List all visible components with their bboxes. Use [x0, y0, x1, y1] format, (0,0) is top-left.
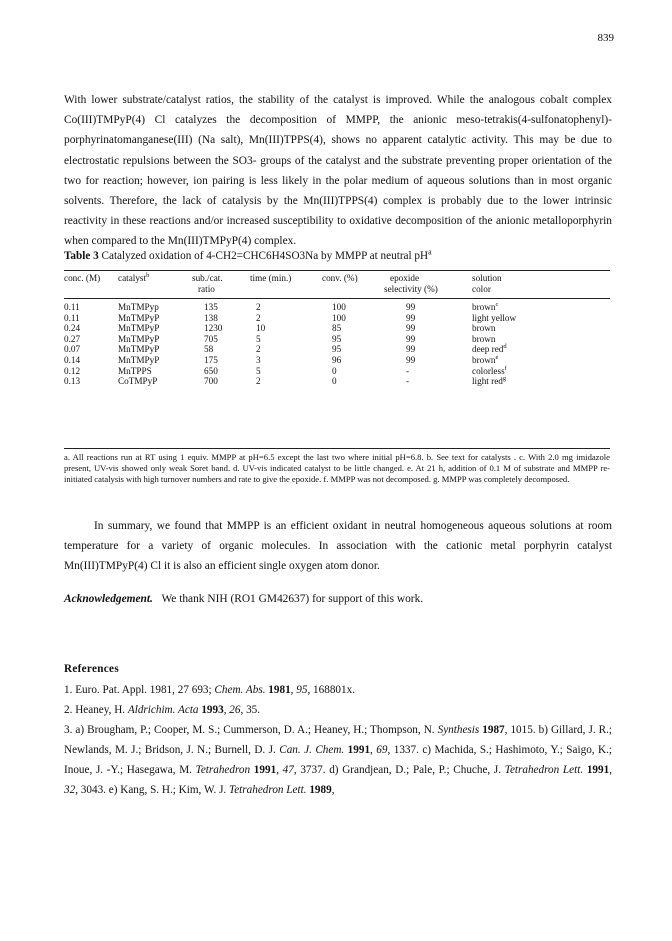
row-footnote-mark: g: [502, 375, 507, 383]
cell-selectivity: 99: [406, 333, 416, 344]
header-catalyst: catalyst$^b$: [118, 271, 150, 283]
summary-paragraph: In summary, we found that MMPP is an efficient oxidant in neutral homogeneous aqueous solutions at room temperature for a variety of organic molecules. In association with the cationic metal porphyrin catalyst Mn(III)TMPyP(4) Cl it is also an efficient single oxygen atom donor.: [64, 520, 612, 573]
cell-conv: 85: [332, 323, 342, 334]
table-header: [64, 273, 610, 294]
cell-time: 10: [256, 323, 266, 334]
row-footnote-mark: c: [495, 300, 499, 308]
cell-conc: 0.27: [64, 333, 81, 344]
cell-conc: 0.12: [64, 365, 81, 376]
table-body: [64, 302, 610, 387]
header-solution: solution: [472, 273, 502, 283]
page-number: 839: [597, 32, 614, 44]
header-ratio-2: ratio: [198, 283, 215, 294]
cell-selectivity: 99: [406, 344, 416, 355]
cell-catalyst: MnTMPyP: [118, 323, 160, 334]
cell-conc: 0.07: [64, 344, 81, 355]
header-time: time (min.): [250, 273, 292, 283]
header-ratio: sub./cat.: [192, 273, 223, 283]
cell-ratio: 650: [204, 365, 218, 376]
cell-catalyst: MnTMPyP: [118, 333, 160, 344]
color-text: colorless: [472, 365, 505, 376]
cell-selectivity: 99: [406, 354, 416, 365]
reference-2: 2. Heaney, H. Aldrichim. Acta 1993, 26, 35.: [64, 704, 261, 716]
cell-conc: 0.13: [64, 376, 81, 387]
table-row: [64, 376, 610, 387]
cell-catalyst: MnTMPyP: [118, 312, 160, 323]
cell-conc: 0.11: [64, 302, 80, 312]
references-list: [64, 680, 612, 800]
cell-color: [472, 313, 516, 324]
cell-color: [472, 366, 507, 377]
cell-ratio: 58: [204, 344, 214, 355]
cell-time: 2: [256, 344, 261, 355]
cell-conv: 100: [332, 302, 346, 312]
cell-time: 2: [256, 302, 261, 312]
cell-catalyst: MnTPPS: [118, 365, 152, 376]
color-text: brown: [472, 302, 496, 312]
row-footnote-mark: f: [504, 364, 507, 372]
row-footnote-mark: e: [495, 353, 499, 361]
cell-conv: 95: [332, 333, 342, 344]
cell-catalyst: MnTMPyP: [118, 354, 160, 365]
color-text: brown: [472, 333, 496, 344]
cell-time: 2: [256, 376, 261, 387]
cell-conc: 0.11: [64, 312, 80, 323]
header-conc: conc. (M): [64, 273, 101, 283]
table-row: [64, 344, 610, 355]
color-text: light yellow: [472, 312, 517, 323]
table-row: [64, 355, 610, 366]
body-paragraph: With lower substrate/catalyst ratios, the stability of the catalyst is improved. While the analogous cobalt complex Co(III)TMPyP(4) Cl catalyzes the decomposition of MMPP, the anionic meso-tetrakis(4-sulfonatophenyl)-porphyrinatomanganese(III) (Na salt), Mn(III)TPPS(4), shows no apparent catalytic activity. This may be due to electrostatic repulsions between the SO3- groups of the catalyst and the substrate preventing proper orientation of the two for reaction; however, ion pairing is less likely in the polar medium of aqueous solutions than in most organic solvents. Therefore, the lack of catalysis by the Mn(III)TPPS(4) complex is probably due to the lower intrinsic reactivity in these reactions and/or increased susceptibility to oxidative decomposition of the anionic metalloporphyrin when compared to the Mn(III)TMPyP(4) complex.: [64, 94, 612, 248]
header-conv: conv. (%): [322, 273, 358, 283]
cell-ratio: 700: [204, 376, 218, 387]
color-text: light red: [472, 376, 503, 387]
table-title: Catalyzed oxidation of 4-CH2=CHC6H4SO3Na by MMPP at neutral pH: [101, 250, 429, 262]
table-row: [64, 313, 610, 324]
cell-ratio: 135: [204, 302, 218, 312]
cell-conv: 95: [332, 344, 342, 355]
cell-time: 2: [256, 312, 261, 323]
cell-selectivity: 99: [406, 302, 416, 312]
cell-time: 5: [256, 365, 261, 376]
cell-catalyst: MnTMPyP: [118, 344, 160, 355]
cell-ratio: 138: [204, 312, 218, 323]
cell-conv: 0: [332, 365, 337, 376]
header-selectivity: selectivity (%): [384, 283, 438, 294]
header-epoxide: epoxide: [390, 273, 420, 283]
cell-time: 3: [256, 354, 261, 365]
cell-color: [472, 355, 498, 366]
table-row: [64, 302, 610, 313]
table-footnote: a. All reactions run at RT using 1 equiv. MMPP at pH=6.5 except the last two where initial pH=6.8. b. See text for catalysts . c. With 2.0 mg imidazole present, UV-vis showed only weak Soret band. d. UV-vis indicated catalyst to be little changed. e. At 21 h, addition of 0.1 M of substrate and MMPP re-initiated catalysis with high turnover numbers and rate to give the epoxide. f. MMPP was not decomposed. g. MMPP was completely decomposed.: [64, 452, 610, 484]
table-row: [64, 366, 610, 377]
cell-ratio: 705: [204, 333, 218, 344]
references-heading: References: [64, 663, 119, 675]
ack-text: We thank NIH (RO1 GM42637) for support of this work.: [161, 593, 424, 605]
table-row: [64, 323, 610, 334]
cell-color: [472, 376, 506, 387]
caption-footnote-mark: a: [428, 247, 432, 257]
row-footnote-mark: d: [503, 343, 507, 351]
cell-conv: 96: [332, 354, 342, 365]
cell-conv: 100: [332, 312, 346, 323]
table-bottom-rule: [64, 448, 610, 449]
header-color: color: [472, 283, 491, 294]
color-text: brown: [472, 354, 496, 365]
cell-ratio: 175: [204, 354, 218, 365]
cell-color: [472, 334, 495, 345]
reference-1: 1. Euro. Pat. Appl. 1981, 27 693; Chem. Abs. 1981, 95, 168801x.: [64, 684, 355, 696]
cell-selectivity: -: [406, 365, 410, 376]
cell-ratio: 1230: [204, 323, 223, 334]
cell-color: [472, 323, 495, 334]
table-header-rule: [64, 298, 610, 299]
cell-conc: 0.14: [64, 354, 81, 365]
table-top-rule: [64, 270, 610, 271]
cell-selectivity: 99: [406, 312, 416, 323]
table-caption: [64, 247, 432, 262]
cell-selectivity: 99: [406, 323, 416, 334]
table-row: [64, 334, 610, 345]
reference-3: 3. a) Brougham, P.; Cooper, M. S.; Cummerson, D. A.; Heaney, H.; Thompson, N. Synthesis 1987, 1015. b) Gillard, J. R.; Newlands, M. J.; Bridson, J. N.; Burnell, D. J. Can. J. Chem. 1991, 69, 1337. c) Machida, S.; Hashimoto, Y.; Saigo, K.; Inoue, J. -Y.; Hasegawa, M. Tetrahedron 1991, 47, 3737. d) Grandjean, D.; Pale, P.; Chuche, J. Tetrahedron Lett. 1991, 32, 3043. e) Kang, S. H.; Kim, W. J. Tetrahedron Lett. 1989,: [64, 724, 613, 796]
cell-color: [472, 344, 507, 355]
cell-color: [472, 302, 498, 313]
color-text: deep red: [472, 344, 504, 355]
table-label: Table 3: [64, 250, 99, 262]
cell-catalyst: MnTMPyp: [118, 302, 159, 312]
cell-conv: 0: [332, 376, 337, 387]
cell-conc: 0.24: [64, 323, 81, 334]
cell-selectivity: -: [406, 376, 410, 387]
ack-label: Acknowledgement.: [64, 593, 153, 605]
acknowledgement: [64, 593, 423, 605]
cell-catalyst: CoTMPyP: [118, 376, 158, 387]
color-text: brown: [472, 323, 496, 334]
cell-time: 5: [256, 333, 261, 344]
